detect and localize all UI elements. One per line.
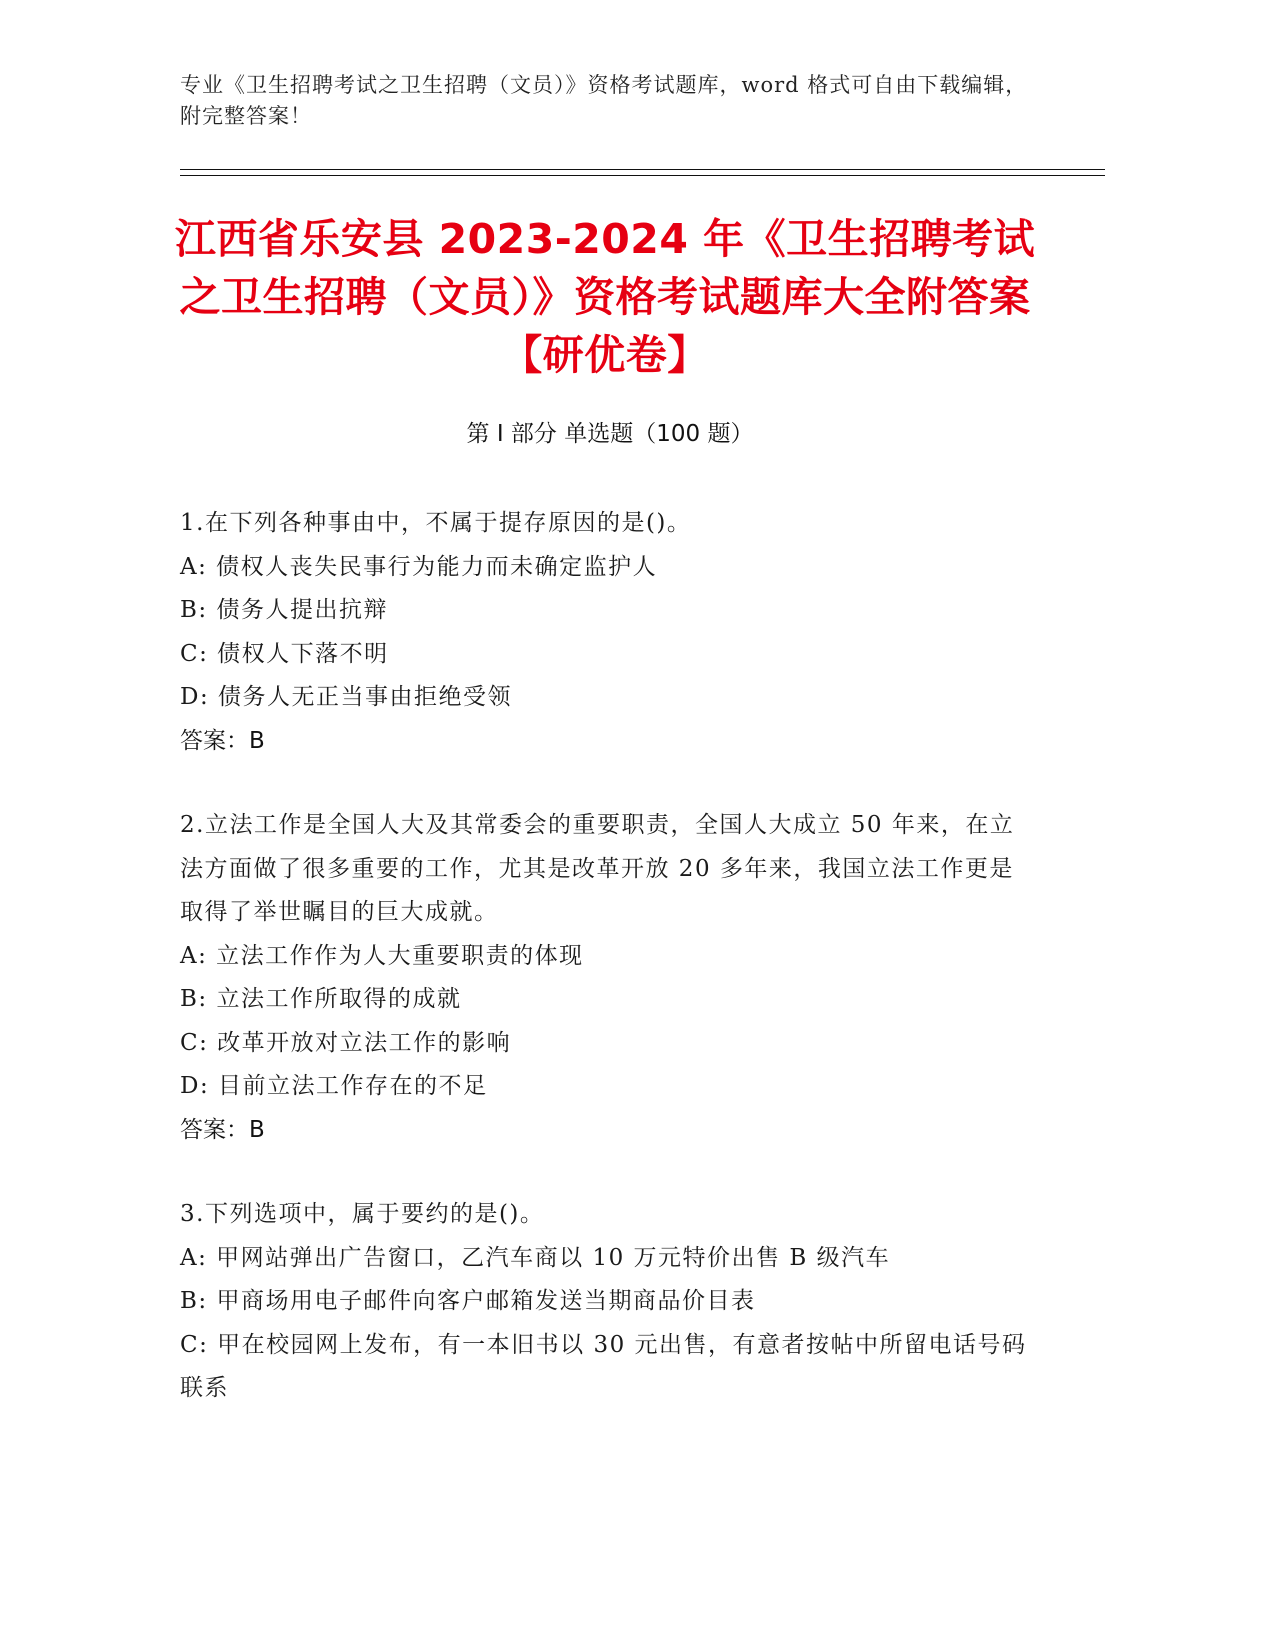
- question-3: [180, 1193, 1030, 1411]
- question-list: [180, 502, 1030, 1452]
- option-c: C: 甲在校园网上发布，有一本旧书以 30 元出售，有意者按帖中所留电话号码联系: [180, 1331, 1027, 1401]
- header-note: 专业《卫生招聘考试之卫生招聘（文员）》资格考试题库，word 格式可自由下载编辑，附完整答案！: [180, 73, 1028, 128]
- option-a: A: 甲网站弹出广告窗口，乙汽车商以 10 万元特价出售 B 级汽车: [180, 1244, 891, 1271]
- option-b: B: 立法工作所取得的成就: [180, 986, 462, 1012]
- header-divider-bottom: [180, 175, 1105, 176]
- option-b: B: 甲商场用电子邮件向客户邮箱发送当期商品价目表: [180, 1288, 756, 1314]
- document-title: 江西省乐安县 2023-2024 年《卫生招聘考试之卫生招聘（文员）》资格考试题库大全附答案【研优卷】: [174, 215, 1036, 379]
- option-c: C: 债权人下落不明: [180, 640, 389, 667]
- question-stem: 1.在下列各种事由中，不属于提存原因的是()。: [180, 510, 692, 536]
- question-2: [180, 804, 1030, 1152]
- question-1: [180, 502, 1030, 763]
- option-a: A: 立法工作作为人大重要职责的体现: [180, 942, 584, 969]
- question-stem: 2.立法工作是全国人大及其常委会的重要职责，全国人大成立 50 年来，在立法方面做了很多重要的工作，尤其是改革开放 20 多年来，我国立法工作更是取得了举世瞩目的巨大成就。: [180, 812, 1015, 925]
- option-b: B: 债务人提出抗辩: [180, 597, 388, 623]
- option-d: D: 债务人无正当事由拒绝受领: [180, 684, 513, 710]
- header-divider-top: [180, 169, 1105, 170]
- answer: 答案：B: [180, 1116, 265, 1143]
- option-d: D: 目前立法工作存在的不足: [180, 1073, 488, 1099]
- section-title: 第 I 部分 单选题（100 题）: [466, 421, 754, 447]
- option-a: A: 债权人丧失民事行为能力而未确定监护人: [180, 553, 658, 580]
- question-stem: 3.下列选项中，属于要约的是()。: [180, 1201, 545, 1227]
- answer: 答案：B: [180, 727, 265, 754]
- option-c: C: 改革开放对立法工作的影响: [180, 1029, 512, 1056]
